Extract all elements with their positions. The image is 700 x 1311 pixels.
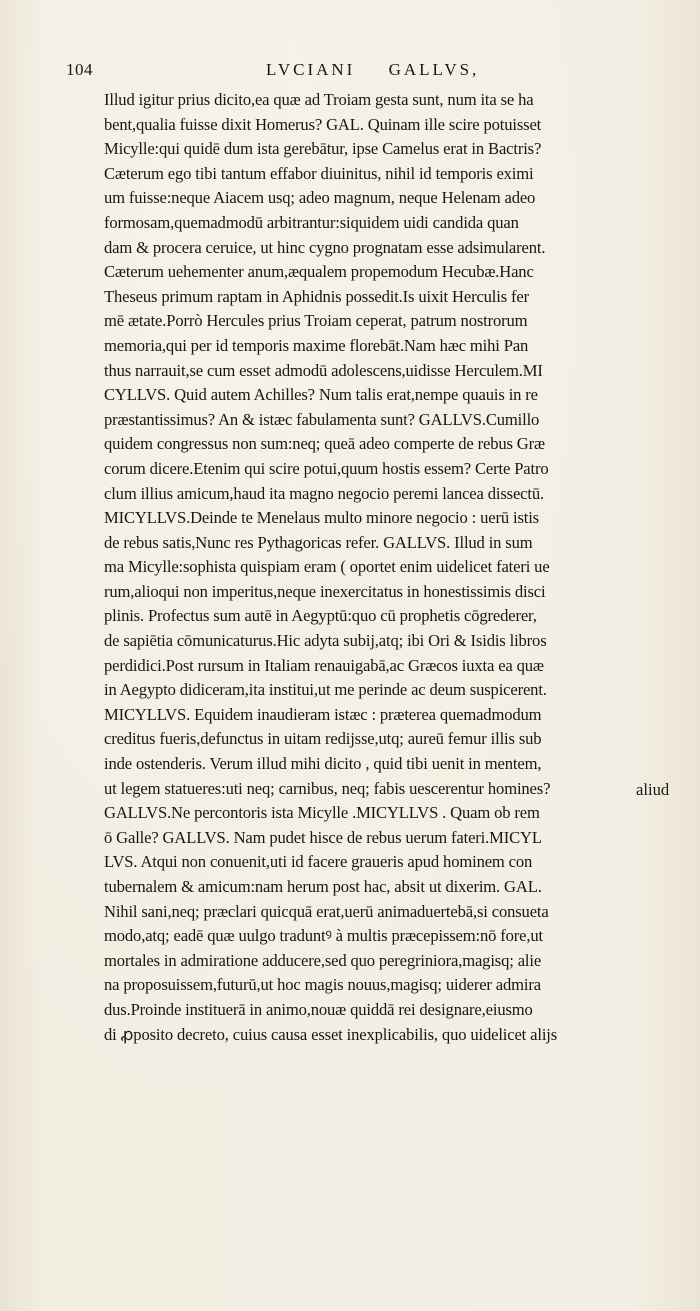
text-line: Cæterum uehementer anum,æqualem propemodum Hecubæ.Hanc [104,262,534,282]
text-line: dam & procera ceruice, ut hinc cygno prognatam esse adsimularent. [104,237,546,257]
text-line: Nihil sani,neq; præclari quicquā erat,uerū animaduertebā,si consueta [104,901,549,921]
text-line: præstantissimus? An & istæc fabulamenta sunt? GALLVS.Cumillo [104,409,540,429]
running-title: LVCIANI GALLVS, [266,60,480,79]
text-line: Micylle:qui quidē dum ista gerebātur, ipse Camelus erat in Bactris? [104,139,542,159]
text-line: rum,alioqui non imperitus,neque inexercitatus in honestissimis disci [104,581,546,601]
text-line: formosam,quemadmodū arbitrantur:siquidem uidi candida quan [104,212,519,232]
text-line: inde ostenderis. Verum illud mihi dicito , quid tibi uenit in mentem, [104,754,542,774]
text-line: thus narrauit,se cum esset admodū adolescens,uidisse Herculem.MI [104,360,543,380]
text-line: clum illius amicum,haud ita magno negocio peremi lancea dissectū. [104,483,544,503]
text-line: Illud igitur prius dicito,ea quæ ad Troiam gesta sunt, num ita se ha [104,90,534,109]
catchword: aliud [636,780,670,799]
text-line: mē ætate.Porrò Hercules prius Troiam ceperat, patrum nostrorum [104,311,528,331]
text-line: de sapiētia cōmunicaturus.Hic adyta subij,atq; ibi Ori & Isidis libros [104,631,547,651]
text-line: ut legem statueres:uti neq; carnibus, neq; fabis uescerentur homines? [104,778,551,798]
text-line: bent,qualia fuisse dixit Homerus? GAL. Quinam ille scire potuisset [104,114,542,134]
text-line: CYLLVS. Quid autem Achilles? Num talis erat,nempe quauis in re [104,385,538,405]
text-line: corum dicere.Etenim qui scire potui,quum hostis essem? Certe Patro [104,458,549,478]
text-line: tubernalem & amicum:nam herum post hac, absit ut dixerim. GAL. [104,877,542,896]
body-text [104,88,686,1047]
text-line: mortales in admiratione adducere,sed quo peregriniora,magisq; alie [104,950,542,970]
text-line: Theseus primum raptam in Aphidnis possedit.Is uixit Herculis fer [104,286,529,306]
text-line: LVS. Atqui non conuenit,uti id facere graueris apud hominem con [104,852,533,872]
text-line: perdidici.Post rursum in Italiam renauigabā,ac Græcos iuxta ea quæ [104,655,544,675]
text-line: MICYLLVS. Equidem inaudieram istæc : præterea quemadmodum [104,704,542,724]
text-line: de rebus satis,Nunc res Pythagoricas refer. GALLVS. Illud in sum [104,532,533,552]
text-line: MICYLLVS.Deinde te Menelaus multo minore negocio : uerū istis [104,508,539,528]
text-line: modo,atq; eadē quæ uulgo traduntꝰ à multis præcepissem:nō fore,ut [104,926,544,946]
text-line: GALLVS.Ne percontoris ista Micylle .MICYLLVS . Quam ob rem [104,803,540,823]
text-line: um fuisse:neque Aiacem usq; adeo magnum, neque Helenam adeo [104,188,536,208]
page-number: 104 [66,60,93,79]
text-line: ō Galle? GALLVS. Nam pudet hisce de rebus uerum fateri.MICYL [104,827,542,847]
text-line: di ꝓposito decreto, cuius causa esset inexplicabilis, quo uidelicet alijs [104,1024,558,1044]
text-line: Cæterum ego tibi tantum effabor diuinitus, nihil id temporis eximi [104,163,534,183]
text-line: in Aegypto didiceram,ita institui,ut me perinde ac deum suspicerent. [104,680,547,700]
text-line: dus.Proinde instituerā in animo,nouæ quiddā rei designare,eiusmo [104,999,533,1019]
text-line: plinis. Profectus sum autē in Aegyptū:quo cū prophetis cōgrederer, [104,606,537,626]
text-line: creditus fueris,defunctus in uitam redijsse,utq; aureū femur illis sub [104,729,542,749]
text-line: quidem congressus non sum:neq; queā adeo comperte de rebus Græ [104,434,545,454]
text-line: ma Micylle:sophista quispiam eram ( oportet enim uidelicet fateri ue [104,557,550,577]
text-line: na proposuissem,futurū,ut hoc magis nouus,magisq; uiderer admira [104,975,541,995]
page-header [66,60,666,84]
text-line: memoria,qui per id temporis maxime florebāt.Nam hæc mihi Pan [104,335,529,355]
